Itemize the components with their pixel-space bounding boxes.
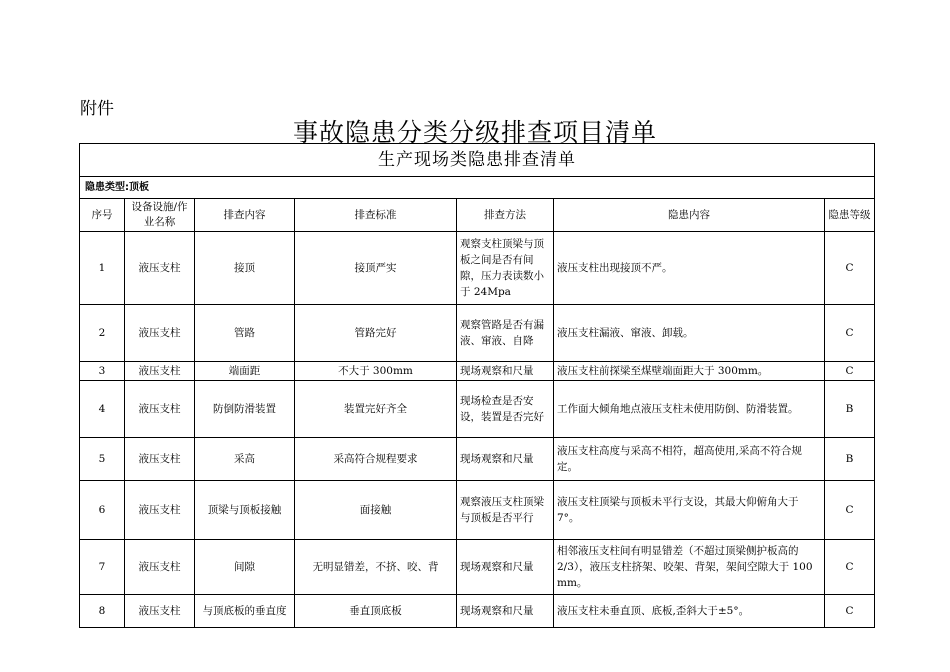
hazard-checklist [79,143,874,628]
equipment-name: 液压支柱 [125,305,195,362]
hazard-type-row [80,177,875,199]
document-title: 事故隐患分类分级排查项目清单 [292,118,657,147]
check-standard: 采高符合规程要求 [295,438,457,481]
hazard-content: 液压支柱漏液、窜液、卸载。 [554,305,825,362]
hazard-type: 隐患类型:顶板 [80,177,875,199]
check-method: 现场观察和尺量 [457,362,554,381]
check-method: 现场检查是否安设，装置是否完好 [457,381,554,438]
row-number: 2 [80,305,125,362]
check-standard: 不大于 300mm [295,362,457,381]
table-subtitle: 生产现场类隐患排查清单 [80,144,875,177]
check-method: 现场观察和尺量 [457,595,554,628]
table-row [80,595,875,628]
check-method: 观察管路是否有漏液、窜液、自降 [457,305,554,362]
hazard-content: 液压支柱出现接顶不严。 [554,232,825,305]
equipment-name: 液压支柱 [125,438,195,481]
check-standard: 垂直顶底板 [295,595,457,628]
hazard-level: C [825,362,875,381]
hazard-content: 相邻液压支柱间有明显错差（不超过顶梁侧护板高的 2/3），液压支柱挤架、咬架、背架，架间空隙大于 100 mm。 [554,540,825,595]
check-content: 接顶 [195,232,295,305]
check-method: 观察液压支柱顶梁与顶板是否平行 [457,481,554,540]
header-no: 序号 [80,199,125,232]
check-method: 现场观察和尺量 [457,438,554,481]
equipment-name: 液压支柱 [125,595,195,628]
check-content: 顶梁与顶板接触 [195,481,295,540]
table-row [80,438,875,481]
check-standard: 无明显错差，不挤、咬、背 [295,540,457,595]
hazard-level: C [825,232,875,305]
header-hazard: 隐患内容 [554,199,825,232]
row-number: 4 [80,381,125,438]
hazard-level: C [825,540,875,595]
table-row [80,540,875,595]
check-method: 观察支柱顶梁与顶板之间是否有间隙，压力表读数小于 24Mpa [457,232,554,305]
check-standard: 装置完好齐全 [295,381,457,438]
row-number: 6 [80,481,125,540]
equipment-name: 液压支柱 [125,540,195,595]
row-number: 8 [80,595,125,628]
check-standard: 管路完好 [295,305,457,362]
hazard-level: C [825,481,875,540]
header-standard: 排查标准 [295,199,457,232]
equipment-name: 液压支柱 [125,232,195,305]
check-content: 间隙 [195,540,295,595]
check-content: 采高 [195,438,295,481]
row-number: 1 [80,232,125,305]
check-content: 防倒防滑装置 [195,381,295,438]
table-row [80,381,875,438]
subtitle-row [80,144,875,177]
hazard-content: 液压支柱前探梁至煤壁端面距大于 300mm。 [554,362,825,381]
check-content: 端面距 [195,362,295,381]
hazard-level: C [825,305,875,362]
header-level: 隐患等级 [825,199,875,232]
hazard-table [79,143,875,628]
hazard-content: 工作面大倾角地点液压支柱未使用防倒、防滑装置。 [554,381,825,438]
check-content: 与顶底板的垂直度 [195,595,295,628]
row-number: 7 [80,540,125,595]
check-content: 管路 [195,305,295,362]
check-standard: 接顶严实 [295,232,457,305]
table-row [80,305,875,362]
table-row [80,232,875,305]
equipment-name: 液压支柱 [125,381,195,438]
equipment-name: 液压支柱 [125,362,195,381]
header-content: 排查内容 [195,199,295,232]
header-row [80,199,875,232]
hazard-level: B [825,438,875,481]
header-method: 排查方法 [457,199,554,232]
header-equipment: 设备设施/作业名称 [125,199,195,232]
check-standard: 面接触 [295,481,457,540]
hazard-content: 液压支柱顶梁与顶板未平行支设，其最大仰俯角大于 7°。 [554,481,825,540]
attachment-label: 附件 [80,99,114,119]
hazard-content: 液压支柱未垂直顶、底板,歪斜大于±5°。 [554,595,825,628]
hazard-level: B [825,381,875,438]
check-method: 现场观察和尺量 [457,540,554,595]
row-number: 3 [80,362,125,381]
hazard-content: 液压支柱高度与采高不相符，超高使用,采高不符合规定。 [554,438,825,481]
table-row [80,481,875,540]
table-row [80,362,875,381]
hazard-level: C [825,595,875,628]
equipment-name: 液压支柱 [125,481,195,540]
row-number: 5 [80,438,125,481]
